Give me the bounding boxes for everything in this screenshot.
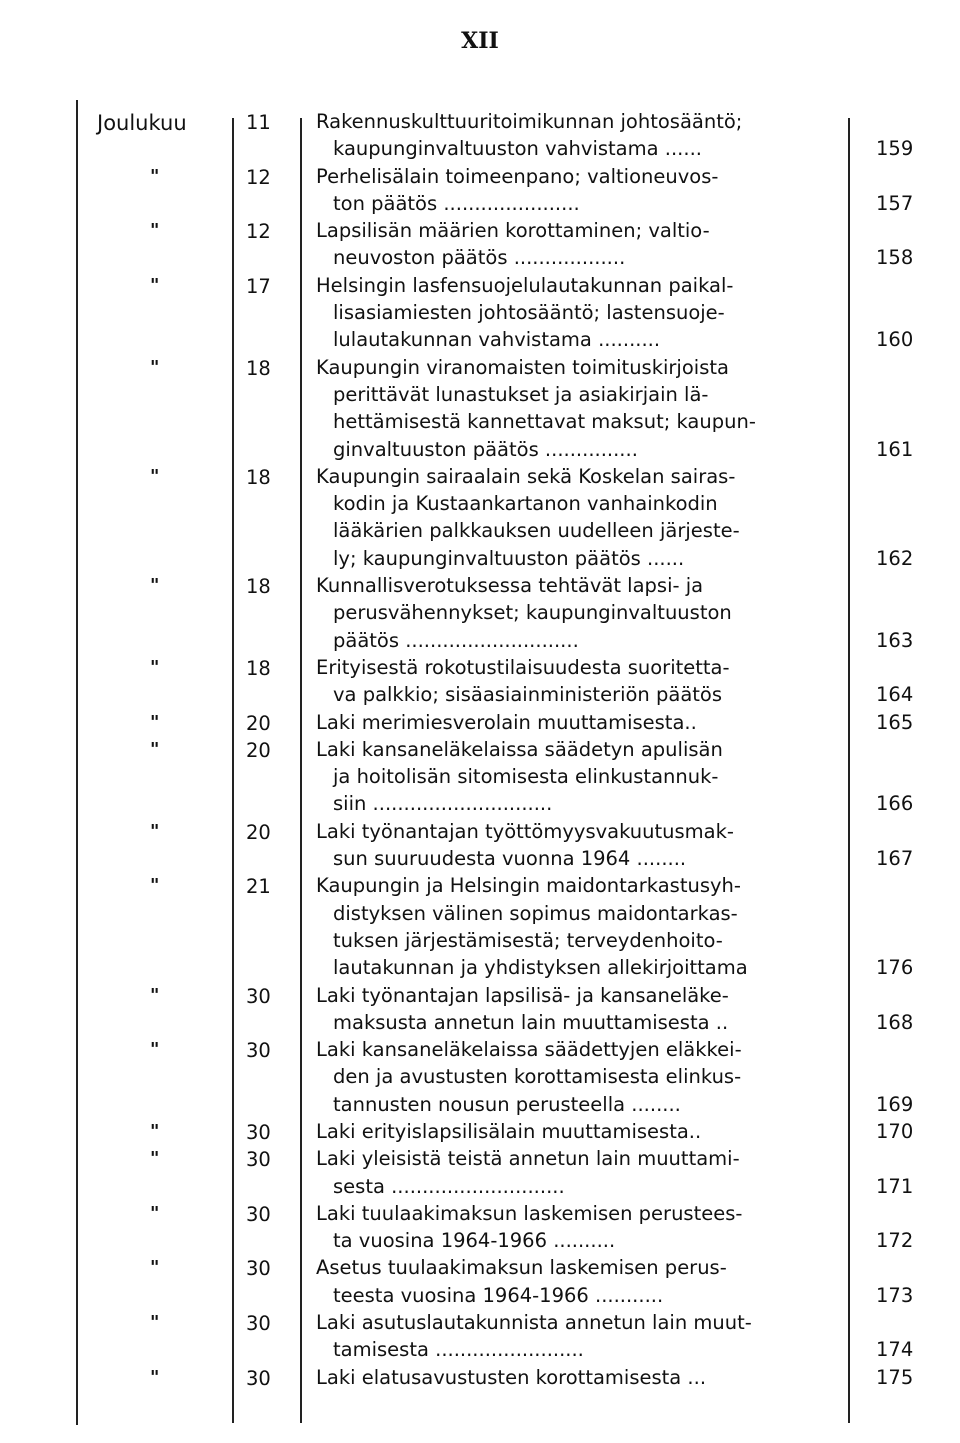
entry-title-line <box>0 1009 960 1036</box>
entry-title-line <box>0 272 960 299</box>
entry-title-line <box>0 900 960 927</box>
entry-title-text: tuksen järjestämisestä; terveydenhoito- <box>333 928 723 952</box>
entry-title-text: perusvähennykset; kaupunginvaltuuston <box>333 601 732 625</box>
entry-title-line <box>0 1118 960 1145</box>
entry-title-text: lääkärien palkkauksen uudelleen järjeste- <box>333 519 740 543</box>
entry-title-text: Laki yleisistä teistä annetun lain muuttami- <box>316 1147 740 1171</box>
entry-title-text: Perhelisälain toimeenpano; valtioneuvos- <box>316 164 719 188</box>
toc-entry <box>0 1118 960 1145</box>
toc-entry <box>0 736 960 818</box>
toc-entry <box>0 272 960 354</box>
entry-title-line <box>0 709 960 736</box>
entry-day: 20 <box>246 738 271 762</box>
entry-title-text: Kaupungin sairaalain sekä Koskelan sairas- <box>316 464 736 488</box>
entry-title-line <box>0 818 960 845</box>
entry-title-text: siin ............................. <box>333 792 553 816</box>
ditto-mark: " <box>150 1312 160 1334</box>
entry-title-line <box>0 381 960 408</box>
entry-title-text: distyksen välinen sopimus maidontarkas- <box>333 901 738 925</box>
entry-page-number: 164 <box>876 683 914 707</box>
entry-page-number: 166 <box>876 792 914 816</box>
entry-day: 11 <box>246 111 271 134</box>
entry-page-number: 157 <box>876 191 914 215</box>
entry-title-text: va palkkio; sisäasiainministeriön päätös <box>333 683 723 707</box>
entry-page-number: 172 <box>876 1229 914 1253</box>
toc-entry <box>0 982 960 1037</box>
entry-day: 17 <box>246 274 271 298</box>
entry-page-number: 168 <box>876 1010 914 1034</box>
entry-title-line <box>0 736 960 763</box>
entry-title-text: Laki kansaneläkelaissa säädetyn apulisän <box>316 737 723 761</box>
entry-title-text: ginvaltuuston päätös ............... <box>333 437 638 461</box>
entry-day: 18 <box>246 575 271 599</box>
toc-entry <box>0 818 960 873</box>
month-label: Joulukuu <box>97 111 187 135</box>
ditto-mark: " <box>150 1120 160 1142</box>
entry-page-number: 171 <box>876 1174 914 1198</box>
entry-title-line <box>0 354 960 381</box>
entry-title-text: ton päätös ...................... <box>333 191 580 215</box>
entry-day: 30 <box>246 1039 271 1063</box>
entry-day: 21 <box>246 875 271 899</box>
entry-title-line <box>0 326 960 353</box>
entry-title-text: Laki elatusavustusten korottamisesta ... <box>316 1365 707 1389</box>
toc-entry <box>0 354 960 463</box>
toc-entry <box>0 572 960 654</box>
ditto-mark: " <box>150 1257 160 1279</box>
toc-entry <box>0 709 960 736</box>
entry-day: 18 <box>246 465 271 489</box>
toc-entry <box>0 108 960 163</box>
entry-page-number: 173 <box>876 1283 914 1307</box>
entry-page-number: 162 <box>876 546 914 570</box>
entry-title-line <box>0 108 960 135</box>
entry-page-number: 163 <box>876 628 914 652</box>
entry-title-line <box>0 1309 960 1336</box>
toc-entry <box>0 463 960 572</box>
entry-title-text: ta vuosina 1964-1966 .......... <box>333 1229 616 1253</box>
ditto-mark: " <box>150 656 160 678</box>
entry-title-text: Laki asutuslautakunnista annetun lain muut- <box>316 1311 752 1335</box>
entry-page-number: 170 <box>876 1119 914 1143</box>
toc-entry <box>0 1036 960 1118</box>
toc-entry <box>0 1364 960 1391</box>
entry-title-text: Kunnallisverotuksessa tehtävät lapsi- ja <box>316 574 704 598</box>
entry-title-line <box>0 1282 960 1309</box>
entry-title-line <box>0 1063 960 1090</box>
entry-title-line <box>0 927 960 954</box>
entry-list <box>0 108 960 1391</box>
entry-title-line <box>0 681 960 708</box>
entry-title-text: tannusten nousun perusteella ........ <box>333 1092 681 1116</box>
entry-title-text: lautakunnan ja yhdistyksen allekirjoittama <box>333 956 748 980</box>
entry-title-line <box>0 217 960 244</box>
entry-title-text: Laki kansaneläkelaissa säädettyjen eläkkei- <box>316 1038 742 1062</box>
entry-title-line <box>0 572 960 599</box>
entry-title-line <box>0 599 960 626</box>
ditto-mark: " <box>150 711 160 733</box>
entry-title-line <box>0 163 960 190</box>
entry-title-text: den ja avustusten korottamisesta elinkus- <box>333 1065 742 1089</box>
ditto-mark: " <box>150 220 160 242</box>
toc-entry <box>0 1200 960 1255</box>
ditto-mark: " <box>150 575 160 597</box>
ditto-mark: " <box>150 356 160 378</box>
entry-title-line <box>0 1173 960 1200</box>
entry-title-line <box>0 872 960 899</box>
entry-title-line <box>0 408 960 435</box>
ditto-mark: " <box>150 165 160 187</box>
entry-page-number: 161 <box>876 437 914 461</box>
toc-entry <box>0 217 960 272</box>
entry-page-number: 167 <box>876 847 914 871</box>
ditto-mark: " <box>150 984 160 1006</box>
ditto-mark: " <box>150 1202 160 1224</box>
toc-entry <box>0 654 960 709</box>
entry-day: 18 <box>246 356 271 380</box>
entry-title-text: maksusta annetun lain muuttamisesta .. <box>333 1010 729 1034</box>
entry-title-line <box>0 1036 960 1063</box>
entry-title-line <box>0 1145 960 1172</box>
entry-day: 12 <box>246 220 271 244</box>
entry-title-line <box>0 1227 960 1254</box>
entry-page-number: 160 <box>876 328 914 352</box>
entry-day: 20 <box>246 820 271 844</box>
entry-title-text: lulautakunnan vahvistama .......... <box>333 328 661 352</box>
entry-page-number: 159 <box>876 137 914 161</box>
entry-title-text: Kaupungin ja Helsingin maidontarkastusyh- <box>316 874 741 898</box>
entry-day: 30 <box>246 1148 271 1172</box>
entry-title-line <box>0 190 960 217</box>
entry-title-text: perittävät lunastukset ja asiakirjain lä- <box>333 382 709 406</box>
entry-title-line <box>0 463 960 490</box>
entry-title-line <box>0 517 960 544</box>
entry-day: 30 <box>246 1366 271 1390</box>
entry-title-line <box>0 763 960 790</box>
entry-title-text: tamisesta ........................ <box>333 1338 584 1362</box>
entry-title-text: hettämisestä kannettavat maksut; kaupun- <box>333 410 756 434</box>
entry-title-line <box>0 982 960 1009</box>
entry-title-line <box>0 1336 960 1363</box>
ditto-mark: " <box>150 274 160 296</box>
entry-page-number: 158 <box>876 246 914 270</box>
ditto-mark: " <box>150 875 160 897</box>
entry-title-text: Rakennuskulttuuritoimikunnan johtosääntö; <box>316 110 743 133</box>
entry-title-text: ly; kaupunginvaltuuston päätös ...... <box>333 546 685 570</box>
entry-day: 30 <box>246 1312 271 1336</box>
toc-entry <box>0 1254 960 1309</box>
entry-title-text: kaupunginvaltuuston vahvistama ...... <box>333 137 702 161</box>
entry-day: 30 <box>246 1120 271 1144</box>
ditto-mark: " <box>150 465 160 487</box>
entry-title-line <box>0 545 960 572</box>
entry-title-text: Laki tuulaakimaksun laskemisen perustees- <box>316 1201 743 1225</box>
entry-title-line <box>0 654 960 681</box>
toc-entry <box>0 1145 960 1200</box>
entry-page-number: 176 <box>876 956 914 980</box>
entry-title-line <box>0 845 960 872</box>
entry-title-line <box>0 790 960 817</box>
page-number: XII <box>461 28 499 54</box>
entry-page-number: 175 <box>876 1365 914 1389</box>
entry-title-text: Helsingin lasfensuojelulautakunnan paikal- <box>316 273 734 297</box>
entry-title-text: ja hoitolisän sitomisesta elinkustannuk- <box>333 765 719 789</box>
entry-day: 30 <box>246 1257 271 1281</box>
entry-title-text: sun suuruudesta vuonna 1964 ........ <box>333 847 687 871</box>
entry-day: 30 <box>246 1202 271 1226</box>
toc-entry <box>0 163 960 218</box>
ditto-mark: " <box>150 1148 160 1170</box>
entry-page-number: 174 <box>876 1338 914 1362</box>
entry-title-text: kodin ja Kustaankartanon vanhainkodin <box>333 492 718 516</box>
entry-title-text: Kaupungin viranomaisten toimituskirjoista <box>316 355 729 379</box>
entry-title-text: sesta ............................ <box>333 1174 565 1198</box>
entry-day: 18 <box>246 656 271 680</box>
entry-title-text: Lapsilisän määrien korottaminen; valtio- <box>316 219 710 243</box>
entry-title-line <box>0 1200 960 1227</box>
toc-entry <box>0 872 960 981</box>
entry-title-text: lisasiamiesten johtosääntö; lastensuoje- <box>333 301 725 325</box>
entry-title-text: Laki työnantajan lapsilisä- ja kansaneläke- <box>316 983 729 1007</box>
ditto-mark: " <box>150 820 160 842</box>
entry-day: 20 <box>246 711 271 735</box>
entry-title-line <box>0 954 960 981</box>
ditto-mark: " <box>150 738 160 760</box>
entry-title-line <box>0 135 960 162</box>
ditto-mark: " <box>150 1039 160 1061</box>
entry-day: 30 <box>246 984 271 1008</box>
entry-title-line <box>0 299 960 326</box>
entry-title-line <box>0 490 960 517</box>
entry-title-line <box>0 1254 960 1281</box>
entry-title-text: Erityisestä rokotustilaisuudesta suoritetta- <box>316 655 730 679</box>
entry-page-number: 169 <box>876 1092 914 1116</box>
entry-page-number: 165 <box>876 710 914 734</box>
entry-title-text: Laki työnantajan työttömyysvakuutusmak- <box>316 819 734 843</box>
ditto-mark: " <box>150 1366 160 1388</box>
entry-title-text: Asetus tuulaakimaksun laskemisen perus- <box>316 1256 727 1280</box>
entry-title-line <box>0 244 960 271</box>
entry-title-text: teesta vuosina 1964-1966 ........... <box>333 1283 664 1307</box>
entry-title-text: Laki erityislapsilisälain muuttamisesta.. <box>316 1119 702 1143</box>
entry-title-line <box>0 1091 960 1118</box>
entry-title-text: Laki merimiesverolain muuttamisesta.. <box>316 710 697 734</box>
entry-title-line <box>0 1364 960 1391</box>
entry-day: 12 <box>246 165 271 189</box>
entry-title-text: neuvoston päätös .................. <box>333 246 626 270</box>
toc-entry <box>0 1309 960 1364</box>
entry-title-line <box>0 436 960 463</box>
entry-title-line <box>0 627 960 654</box>
entry-title-text: päätös ............................ <box>333 628 579 652</box>
